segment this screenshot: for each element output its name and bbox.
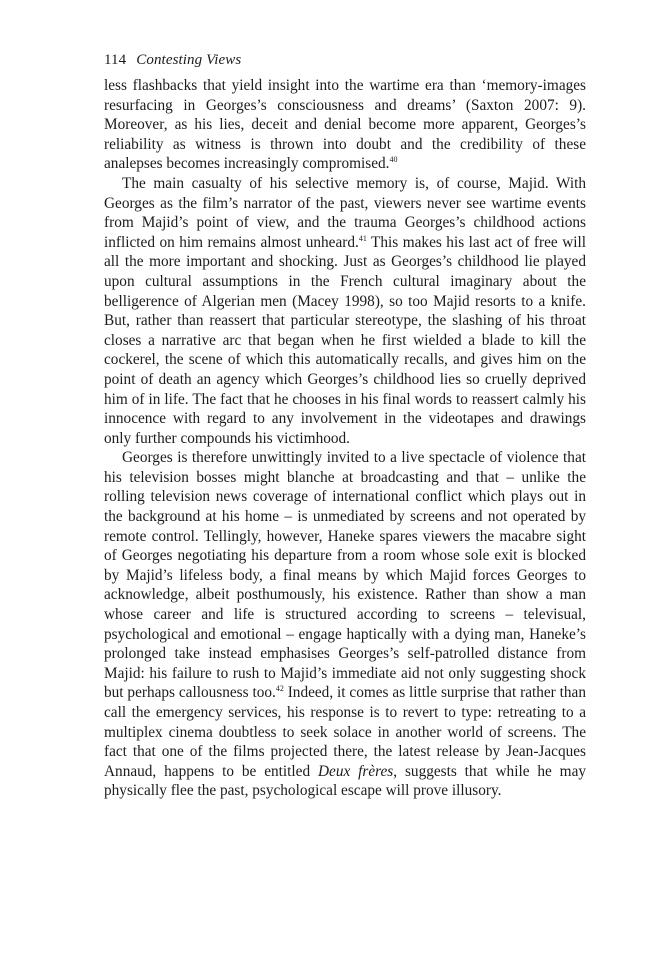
book-title: Contesting Views (136, 52, 242, 68)
footnote-marker: 42 (275, 684, 284, 694)
paragraph-text: , suggests that while he may physically flee the past, psychological escape will prove illusory. (104, 762, 587, 800)
paragraph-text: Indeed, it comes as little surprise that rather than call the emergency services, his response is to revert to type: retreating to a multiplex cinema doubtless to seek solace in another world of screens. The fact that one of the films projected there, the latest release by Jean-Jacques Annaud, happens to be entitled (104, 684, 586, 780)
body-text (104, 76, 586, 801)
paragraph-text: Georges is therefore unwittingly invited to a live spectacle of violence that his television bosses might blanche at broadcasting and that – unlike the rolling television news coverage of international conflict which plays out in the background at his home – is unmediated by screens and not operated by remote control. Tellingly, however, Haneke spares viewers the macabre sight of Georges negotiating his departure from a room whose sole exit is blocked by Majid’s lifeless body, a final means by which Majid forces Georges to acknowledge, albeit posthumously, his existence. Rather than show a man whose career and life is structured according to screens – televisual, psychological and emotional – engage haptically with a dying man, Haneke’s prolonged take instead emphasises Georges’s self-patrolled distance from Majid: his failure to rush to Majid’s immediate aid not only suggesting shock but perhaps callousness too. (104, 449, 586, 702)
paragraph-text: The main casualty of his selective memory is, of course, Majid. With Georges as the film’s narrator of the past, viewers never see wartime events from Majid’s point of view, and the trauma Georges’s childhood actions inflicted on him remains almost unheard. (104, 174, 586, 251)
footnote-marker: 41 (358, 233, 367, 243)
footnote-marker: 40 (389, 155, 398, 165)
film-title: Deux frères (317, 762, 394, 780)
paragraph-text: less flashbacks that yield insight into the wartime era than ‘memory-images resurfacing in Georges’s consciousness and dreams’ (Saxton 2007: 9). Moreover, as his lies, deceit and denial become more apparent, Georges’s reliability as witness is thrown into doubt and the credibility of these analepses becomes increasingly compromised. (104, 77, 586, 173)
book-page (104, 50, 586, 801)
paragraph (104, 76, 586, 174)
page-number: 114 (104, 52, 127, 68)
paragraph (104, 448, 586, 801)
paragraph (104, 174, 586, 448)
paragraph-text: This makes his last act of free will all the more important and shocking. Just as Georges’s childhood lie played upon cultural assumptions in the French cultural imaginary about the belligerence of Algerian men (Macey 1998), so too Majid resorts to a knife. But, rather than reassert that particular stereotype, the slashing of his throat closes a narrative arc that began when he first wielded a blade to kill the cockerel, the scene of which this automatically recalls, and gives him on the point of death an agency which Georges’s childhood lies so cruelly deprived him of in life. The fact that he chooses in his final words to reassert calmly his innocence with regard to any involvement in the videotapes and drawings only further compounds his victimhood. (104, 233, 586, 447)
running-head (104, 50, 586, 70)
